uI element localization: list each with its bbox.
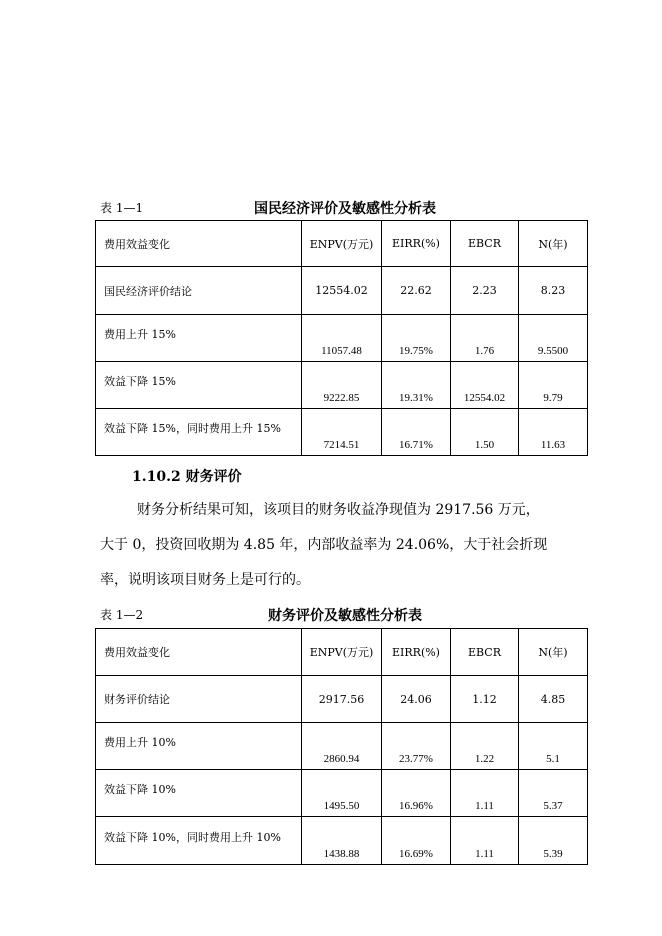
table-cell: 9.79 — [519, 362, 588, 409]
table-row — [96, 770, 588, 817]
table-cell: 11.63 — [519, 409, 588, 456]
table-cell: 1.11 — [451, 770, 519, 817]
table-row — [96, 315, 588, 362]
table-cell: 1438.88 — [302, 817, 382, 865]
table-cell: 2917.56 — [302, 676, 382, 723]
table1-header-cell: EBCR — [451, 221, 519, 267]
table-cell: 1.76 — [451, 315, 519, 362]
table1-header-cell: N(年) — [519, 221, 588, 267]
table-cell: 费用上升 15% — [96, 315, 302, 362]
table1-header-row — [96, 221, 588, 267]
table1-header-cell: 费用效益变化 — [96, 221, 302, 267]
table-cell: 4.85 — [519, 676, 588, 723]
table-cell: 国民经济评价结论 — [96, 267, 302, 315]
table1-title: 国民经济评价及敏感性分析表 — [254, 201, 436, 217]
table2-header-row — [96, 629, 588, 676]
table-cell: 费用上升 10% — [96, 723, 302, 770]
table-cell: 22.62 — [382, 267, 451, 315]
table-cell: 2.23 — [451, 267, 519, 315]
table1 — [95, 220, 588, 456]
table2 — [95, 628, 588, 865]
table-cell: 9.5500 — [519, 315, 588, 362]
table2-caption — [100, 605, 590, 625]
table1-header-cell: ENPV(万元) — [302, 221, 382, 267]
table-cell: 19.31% — [382, 362, 451, 409]
body-paragraph — [100, 493, 600, 598]
table2-header-cell: EIRR(%) — [382, 629, 451, 676]
table-cell: 2860.94 — [302, 723, 382, 770]
table-cell: 效益下降 15% — [96, 362, 302, 409]
table2-header-cell: ENPV(万元) — [302, 629, 382, 676]
table-cell: 7214.51 — [302, 409, 382, 456]
table-cell: 8.23 — [519, 267, 588, 315]
table-cell: 12554.02 — [451, 362, 519, 409]
table-cell: 1.22 — [451, 723, 519, 770]
table-cell: 16.96% — [382, 770, 451, 817]
paragraph-line: 大于 0，投资回收期为 4.85 年，内部收益率为 24.06%，大于社会折现 — [100, 537, 548, 553]
table-cell: 1.11 — [451, 817, 519, 865]
table-cell: 11057.48 — [302, 315, 382, 362]
table-cell: 1495.50 — [302, 770, 382, 817]
table-cell: 16.71% — [382, 409, 451, 456]
table-cell: 5.37 — [519, 770, 588, 817]
table-row — [96, 362, 588, 409]
table-cell: 12554.02 — [302, 267, 382, 315]
table2-number: 表 1—2 — [100, 608, 144, 622]
table-row — [96, 676, 588, 723]
paragraph-line: 财务分析结果可知，该项目的财务收益净现值为 2917.56 万元， — [137, 502, 540, 518]
table1-number: 表 1—1 — [100, 201, 144, 215]
table2-header-cell: EBCR — [451, 629, 519, 676]
table-row — [96, 723, 588, 770]
table-cell: 财务评价结论 — [96, 676, 302, 723]
table-cell: 1.12 — [451, 676, 519, 723]
table-cell: 16.69% — [382, 817, 451, 865]
table-row — [96, 409, 588, 456]
table-cell: 效益下降 15%，同时费用上升 15% — [96, 409, 302, 456]
table2-header-cell: 费用效益变化 — [96, 629, 302, 676]
table2-header-cell: N(年) — [519, 629, 588, 676]
table-cell: 19.75% — [382, 315, 451, 362]
table1-header-cell: EIRR(%) — [382, 221, 451, 267]
paragraph-line: 率，说明该项目财务上是可行的。 — [100, 572, 310, 588]
table-cell: 5.39 — [519, 817, 588, 865]
table2-title: 财务评价及敏感性分析表 — [268, 608, 422, 624]
table-row — [96, 267, 588, 315]
table-cell: 24.06 — [382, 676, 451, 723]
table-cell: 9222.85 — [302, 362, 382, 409]
table-cell: 效益下降 10%，同时费用上升 10% — [96, 817, 302, 865]
table1-caption — [100, 198, 590, 218]
section-heading: 1.10.2 财务评价 — [132, 469, 242, 485]
table-row — [96, 817, 588, 865]
table-cell: 效益下降 10% — [96, 770, 302, 817]
table-cell: 1.50 — [451, 409, 519, 456]
table-cell: 5.1 — [519, 723, 588, 770]
table-cell: 23.77% — [382, 723, 451, 770]
